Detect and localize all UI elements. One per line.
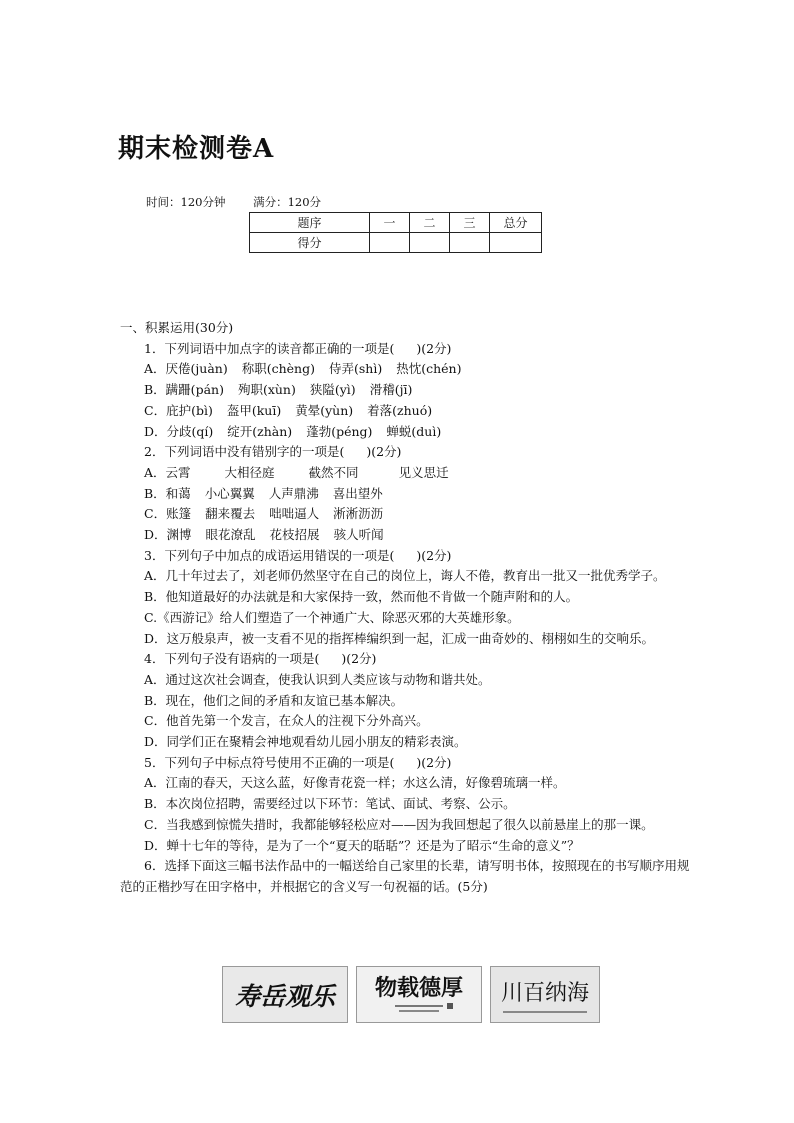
page-title: 期末检测卷A: [118, 134, 275, 164]
option-word: 骇人听闻: [333, 527, 384, 543]
score-cell: 一: [370, 213, 410, 233]
score-table-header-row: [250, 213, 542, 233]
section-heading: 一、积累运用(30分): [120, 320, 234, 335]
option-d: D．蝉十七年的等待，是为了一个“夏天的聒聒”？还是为了昭示“生命的意义”？: [144, 837, 580, 853]
question-score: )(2分): [366, 444, 402, 460]
option-word: 热忱(chén): [396, 361, 462, 377]
option-word: 黄晕(yùn): [295, 402, 354, 418]
option-word: 大相径庭: [224, 464, 275, 480]
option-c: C．他首先第一个发言，在众人的注视下分外高兴。: [144, 713, 429, 729]
option-word: 侍弄(shì): [328, 361, 383, 377]
question-stem: 1．下列词语中加点字的读音都正确的一项是(: [144, 340, 395, 356]
option-c: [120, 401, 690, 422]
calligraphy-text: 寿岳观乐: [234, 982, 336, 1011]
option-word: 眼花潦乱: [205, 527, 256, 543]
option-d: D．同学们正在聚精会神地观看幼儿园小朋友的精彩表演。: [144, 734, 467, 750]
section-accumulation: [120, 318, 690, 898]
option-word: 人声鼎沸: [268, 485, 319, 501]
option-word: 喜出望外: [332, 485, 383, 501]
question-3: [120, 546, 690, 567]
score-table: [249, 212, 542, 253]
option-word: B．和蔼: [144, 485, 191, 501]
option-c: [120, 504, 690, 525]
question-5: [120, 753, 690, 774]
question-stem: 5．下列句子中标点符号使用不正确的一项是(: [144, 754, 395, 770]
option-word: A．厌倦(juàn): [144, 361, 228, 377]
option-word: 小心翼翼: [204, 485, 255, 501]
option-a: A．江南的春天，天这么蓝，好像青花瓷一样；水这么清，好像碧琉璃一样。: [144, 775, 566, 791]
option-word: 滑稽(jī): [369, 382, 413, 398]
option-b: [120, 380, 690, 401]
option-word: 殉职(xùn): [237, 382, 296, 398]
score-cell: 三: [450, 213, 490, 233]
option-b: B．现在，他们之间的矛盾和友谊已基本解决。: [144, 692, 404, 708]
exam-full-score: 满分：120分: [253, 195, 322, 209]
option-a: [120, 359, 690, 380]
option-a: A．几十年过去了，刘老师仍然坚守在自己的岗位上，诲人不倦，教育出一批又一批优秀学子。: [144, 568, 666, 584]
option-word: 狭隘(yì): [309, 382, 356, 398]
calligraphy-seal-art: [491, 967, 599, 1022]
option-word: B．蹒跚(pán): [144, 382, 224, 398]
question-stem: 3．下列句子中加点的成语运用错误的一项是(: [144, 547, 395, 563]
calligraphy-clerical-image: [356, 966, 482, 1023]
score-table-score-row: [250, 233, 542, 253]
option-word: C．庇护(bì): [144, 402, 213, 418]
option-word: D．分歧(qí): [144, 423, 214, 439]
option-word: 翻来覆去: [205, 506, 256, 522]
calligraphy-text: 物载德厚: [374, 975, 464, 1001]
calligraphy-images: [222, 966, 600, 1023]
exam-time: 时间：120分钟: [146, 195, 226, 209]
question-4: [120, 649, 690, 670]
option-word: 蝉蜕(duì): [386, 423, 442, 439]
option-b: B．本次岗位招聘，需要经过以下环节：笔试、面试、考察、公示。: [144, 796, 516, 812]
calligraphy-cursive-art: [223, 967, 347, 1022]
question-stem: 2．下列词语中没有错别字的一项是(: [144, 444, 345, 460]
option-word: 咄咄逼人: [269, 506, 320, 522]
option-word: 着落(zhuó): [367, 402, 433, 418]
option-word: C．账篷: [144, 506, 192, 522]
option-a: A．通过这次社会调查，使我认识到人类应该与动物和谐共处。: [144, 671, 491, 687]
score-cell: 题序: [250, 213, 370, 233]
calligraphy-text: 川百纳海: [500, 981, 590, 1006]
question-1: [120, 339, 690, 360]
option-c: C.《西游记》给人们塑造了一个神通广大、除恶灭邪的大英雄形象。: [144, 609, 520, 625]
score-input-cell[interactable]: [450, 233, 490, 253]
option-word: A．云霄: [144, 464, 191, 480]
question-score: )(2分): [416, 340, 452, 356]
option-d: D．这万般泉声，被一支看不见的指挥棒编织到一起，汇成一曲奇妙的、栩栩如生的交响乐。: [144, 630, 655, 646]
option-c: C．当我感到惊慌失措时，我都能够轻松应对——因为我回想起了很久以前悬崖上的那一课。: [144, 816, 654, 832]
signature-mark: [503, 1011, 587, 1013]
question-score: )(2分): [416, 547, 452, 563]
score-input-cell[interactable]: [370, 233, 410, 253]
option-b: [120, 484, 690, 505]
option-b: B．他知道最好的办法就是和大家保持一致，然而他不肯做一个随声附和的人。: [144, 589, 579, 605]
option-d: [120, 525, 690, 546]
option-word: 见义思迁: [398, 464, 449, 480]
question-score: )(2分): [416, 754, 452, 770]
question-2: [120, 442, 690, 463]
question-stem: 4．下列句子没有语病的一项是(: [144, 651, 320, 667]
option-word: 淅淅沥沥: [333, 506, 384, 522]
option-a: [120, 463, 690, 484]
option-word: 盔甲(kuī): [226, 402, 282, 418]
question-score: )(2分): [341, 651, 377, 667]
option-word: 截然不同: [308, 464, 359, 480]
score-cell: 总分: [490, 213, 542, 233]
option-word: 称职(chèng): [241, 361, 315, 377]
calligraphy-seal-image: [490, 966, 600, 1023]
score-cell: 得分: [250, 233, 370, 253]
exam-meta: [146, 194, 321, 210]
calligraphy-clerical-art: [357, 967, 481, 1022]
score-input-cell[interactable]: [410, 233, 450, 253]
option-d: [120, 422, 690, 443]
score-input-cell[interactable]: [490, 233, 542, 253]
option-word: D．渊博: [144, 527, 192, 543]
score-cell: 二: [410, 213, 450, 233]
question-6: 6．选择下面这三幅书法作品中的一幅送给自己家里的长辈，请写明书体，按照现在的书写顺序用规范的正楷抄写在田字格中，并根据它的含义写一句祝福的话。(5分): [120, 858, 690, 894]
option-word: 绽开(zhàn): [227, 423, 293, 439]
option-word: 蓬勃(péng): [306, 423, 373, 439]
calligraphy-cursive-image: [222, 966, 348, 1023]
option-word: 花枝招展: [269, 527, 320, 543]
